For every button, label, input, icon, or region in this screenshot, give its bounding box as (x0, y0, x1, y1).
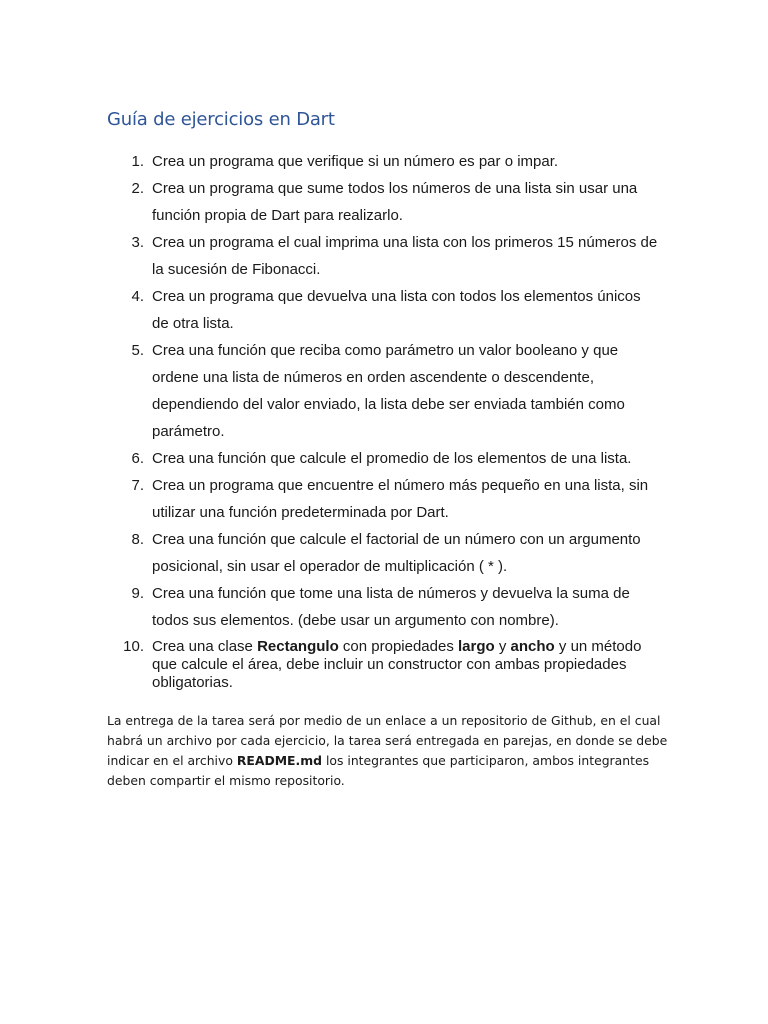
exercise-text-line: función propia de Dart para realizarlo. (152, 207, 403, 224)
exercise-number: 2. (131, 180, 144, 197)
exercise-text-line: la sucesión de Fibonacci. (152, 261, 321, 278)
exercise-text-line: dependiendo del valor enviado, la lista debe ser enviada también como (152, 396, 625, 413)
exercise-item-3 (0, 229, 768, 283)
exercise-text-line: ordene una lista de números en orden ascendente o descendente, (152, 369, 594, 386)
exercise-item-10 (0, 634, 768, 692)
exercise-text-line: todos sus elementos. (debe usar un argumento con nombre). (152, 612, 559, 629)
exercise-text-line: Crea un programa que encuentre el número más pequeño en una lista, sin (152, 477, 649, 494)
exercise-number: 9. (131, 585, 144, 602)
submission-note (107, 711, 667, 791)
exercise-number: 1. (131, 153, 144, 170)
exercise-number: 4. (131, 288, 144, 305)
exercise-number: 10. (123, 638, 144, 655)
exercise-item-4 (0, 283, 768, 337)
exercise-text-line: Crea una función que tome una lista de números y devuelva la suma de (152, 585, 630, 602)
exercise-text-line: utilizar una función predeterminada por Dart. (152, 504, 449, 521)
exercise-item-5 (0, 337, 768, 445)
exercise-number: 3. (131, 234, 144, 251)
text-segment: indicar en el archivo (107, 753, 237, 768)
exercise-number: 6. (131, 450, 144, 467)
exercise-text-line: de otra lista. (152, 315, 234, 332)
bold-term-ancho: ancho (510, 638, 555, 655)
exercise-item-9 (0, 580, 768, 634)
exercise-text-line: Crea una función que reciba como parámetro un valor booleano y que (152, 342, 619, 359)
exercise-number: 7. (131, 477, 144, 494)
text-segment: y (494, 638, 511, 655)
exercise-item-2 (0, 175, 768, 229)
page-title: Guía de ejercicios en Dart (107, 109, 335, 130)
note-line: habrá un archivo por cada ejercicio, la tarea será entregada en parejas, en donde se debe (107, 733, 668, 748)
exercise-text-line: parámetro. (152, 423, 225, 440)
exercise-text-line: Crea un programa que verifique si un número es par o impar. (152, 153, 559, 170)
exercise-text-line: Crea una función que calcule el promedio de los elementos de una lista. (152, 450, 632, 467)
bold-term-rectangulo: Rectangulo (257, 638, 339, 655)
bold-term-readme: README.md (236, 753, 323, 768)
note-line: deben compartir el mismo repositorio. (107, 773, 345, 788)
note-line (107, 751, 667, 771)
note-line: La entrega de la tarea será por medio de un enlace a un repositorio de Github, en el cual (107, 713, 661, 728)
exercise-number: 8. (131, 531, 144, 548)
exercise-text-line: posicional, sin usar el operador de multiplicación ( * ). (152, 558, 508, 575)
exercise-item-6 (0, 445, 768, 472)
text-segment: y un método (554, 638, 642, 655)
exercise-item-1 (0, 148, 768, 175)
exercise-text-line: Crea un programa que devuelva una lista con todos los elementos únicos (152, 288, 641, 305)
exercise-text-line: Crea una función que calcule el factorial de un número con un argumento (152, 531, 641, 548)
text-segment: Crea una clase (152, 638, 258, 655)
exercise-text-line (152, 638, 768, 656)
text-segment: con propiedades (338, 638, 459, 655)
text-segment: los integrantes que participaron, ambos integrantes (322, 753, 650, 768)
bold-term-largo: largo (458, 638, 495, 655)
exercise-text-line: Crea un programa el cual imprima una lista con los primeros 15 números de (152, 234, 658, 251)
exercise-item-7 (0, 472, 768, 526)
exercise-number: 5. (131, 342, 144, 359)
exercise-text-line: que calcule el área, debe incluir un constructor con ambas propiedades (152, 656, 627, 673)
exercise-list (0, 148, 768, 692)
exercise-text-line: obligatorias. (152, 674, 233, 691)
exercise-item-8 (0, 526, 768, 580)
exercise-text-line: Crea un programa que sume todos los números de una lista sin usar una (152, 180, 638, 197)
